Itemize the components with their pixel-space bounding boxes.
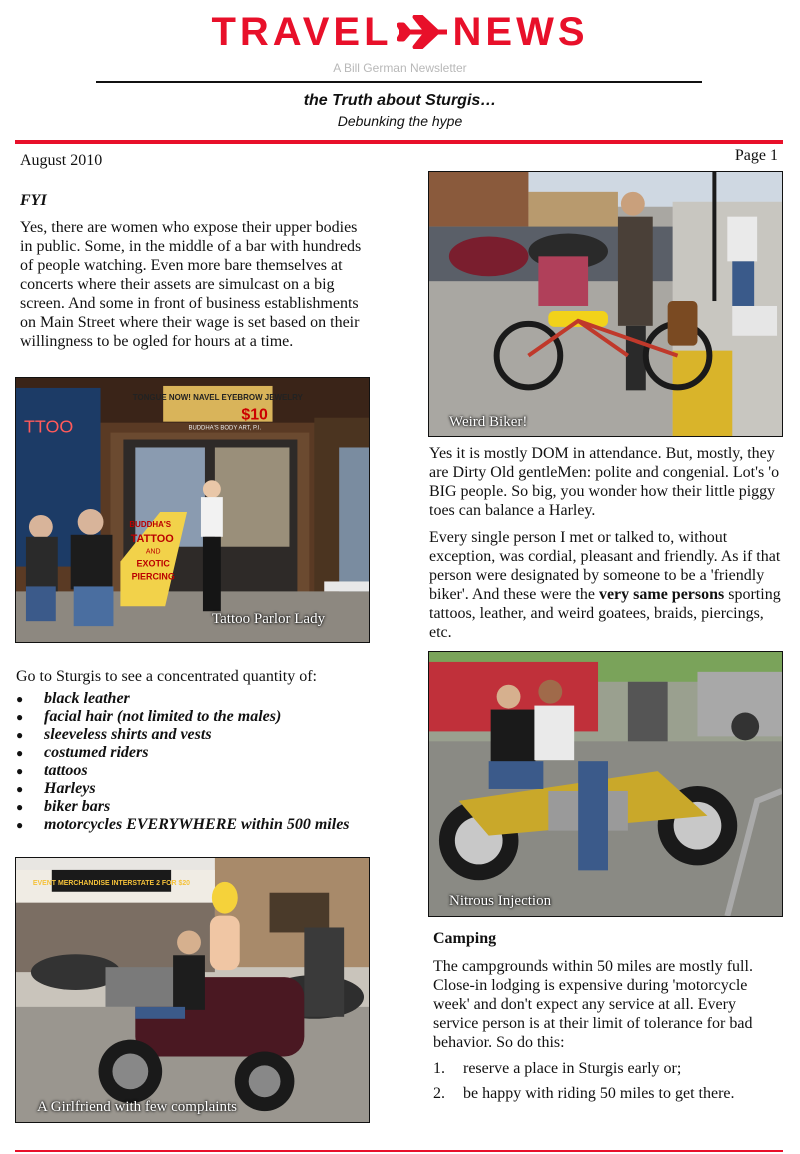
newsletter-tagline: A Bill German Newsletter — [333, 61, 467, 75]
step-item — [433, 1059, 783, 1078]
photo-caption: A Girlfriend with few complaints — [37, 1099, 237, 1115]
list-item: ● Harleys — [16, 780, 376, 798]
fyi-paragraph: Yes, there are women who expose their upper bodies in public. Some, in the middle of a bar with hundreds of people watching. Even more bare themselves at concerts where their assets are simulcast on a big screen. And some in front of business establishments on Main Street where their wage is set based on their willingness to be ogled for hours at a time. — [20, 219, 362, 350]
logo-brand-left: TRAVEL — [211, 10, 393, 54]
neon-sign: TTOO — [23, 416, 74, 437]
bullet-list — [16, 690, 376, 834]
list-item: ● motorcycles EVERYWHERE within 500 miles — [16, 816, 376, 834]
camping-steps — [433, 1059, 783, 1109]
step-number: 1. — [433, 1060, 445, 1077]
airplane-icon — [397, 15, 449, 49]
tattoo-parlor-photo — [15, 377, 370, 643]
dom-paragraph: Yes it is mostly DOM in attendance. But, mostly, they are Dirty Old gentleMen: polite and congenial. Lot's 'o BIG people. So big, you wonder how their little piggy toes can balance a Harley. — [429, 445, 780, 519]
issue-date: August 2010 — [20, 152, 103, 169]
girlfriend-photo — [15, 857, 370, 1123]
store-sign-text: TONGUE NOW! NAVEL EYEBROW JEWELRY — [132, 392, 303, 402]
step-text: be happy with riding 50 miles to get there. — [463, 1085, 735, 1102]
sandwich-board-line-2: TATTOO — [130, 532, 174, 545]
list-item: ● costumed riders — [16, 744, 376, 762]
sandwich-board-line-4: EXOTIC — [136, 558, 170, 569]
friendly-paragraph — [429, 528, 781, 642]
header-rule — [96, 81, 702, 83]
step-text: reserve a place in Sturgis early or; — [463, 1060, 682, 1077]
step-number: 2. — [433, 1085, 445, 1102]
list-item: ● facial hair (not limited to the males) — [16, 708, 376, 726]
list-item: ● tattoos — [16, 762, 376, 780]
photo-caption: Nitrous Injection — [449, 893, 552, 909]
sandwich-board-line-3: AND — [145, 548, 161, 556]
article-title: the Truth about Sturgis… — [303, 92, 497, 109]
weird-biker-photo — [428, 171, 783, 437]
photo-caption: Tattoo Parlor Lady — [212, 611, 326, 627]
store-sign-price: $10 — [241, 406, 268, 424]
camping-paragraph: The campgrounds within 50 miles are mostly full. Close-in lodging is expensive during 'motorcycle week' and don't expect any service at all. Every service person is at their limit of tolerance for bad behavior. So do this: — [433, 958, 753, 1051]
list-intro: Go to Sturgis to see a concentrated quantity of: — [16, 668, 317, 685]
step-item — [433, 1084, 783, 1103]
red-divider — [15, 140, 783, 144]
newsletter-logo — [211, 10, 588, 54]
logo-brand-right: NEWS — [452, 10, 589, 54]
masthead — [0, 10, 800, 54]
friendly-paragraph-bold: very same persons — [598, 586, 725, 603]
friendly-paragraph-start: Every single person I met or talked to, without exception, was cordial, pleasant and friendly. As if that person were designated by someone to be a 'friendly biker'. And these were the — [429, 529, 781, 603]
tent-sign: EVENT MERCHANDISE INTERSTATE 2 FOR $20 — [32, 879, 191, 887]
camping-heading: Camping — [433, 930, 497, 947]
photo-caption: Weird Biker! — [449, 414, 528, 430]
store-name-sign: BUDDHA'S BODY ART, P.I. — [188, 425, 262, 432]
sandwich-board-line-1: BUDDHA'S — [129, 519, 172, 529]
sandwich-board-line-5: PIERCING — [131, 571, 175, 582]
page-number: Page 1 — [734, 147, 778, 164]
list-item: ● black leather — [16, 690, 376, 708]
friendly-paragraph-end: sporting tattoos, leather, and weird goatees, braids, piercings, etc. — [429, 586, 781, 641]
footer-divider — [15, 1150, 783, 1152]
list-item: ● biker bars — [16, 798, 376, 816]
fyi-heading: FYI — [20, 192, 47, 209]
nitrous-injection-photo — [428, 651, 783, 917]
article-subtitle: Debunking the hype — [337, 113, 463, 129]
list-item: ● sleeveless shirts and vests — [16, 726, 376, 744]
